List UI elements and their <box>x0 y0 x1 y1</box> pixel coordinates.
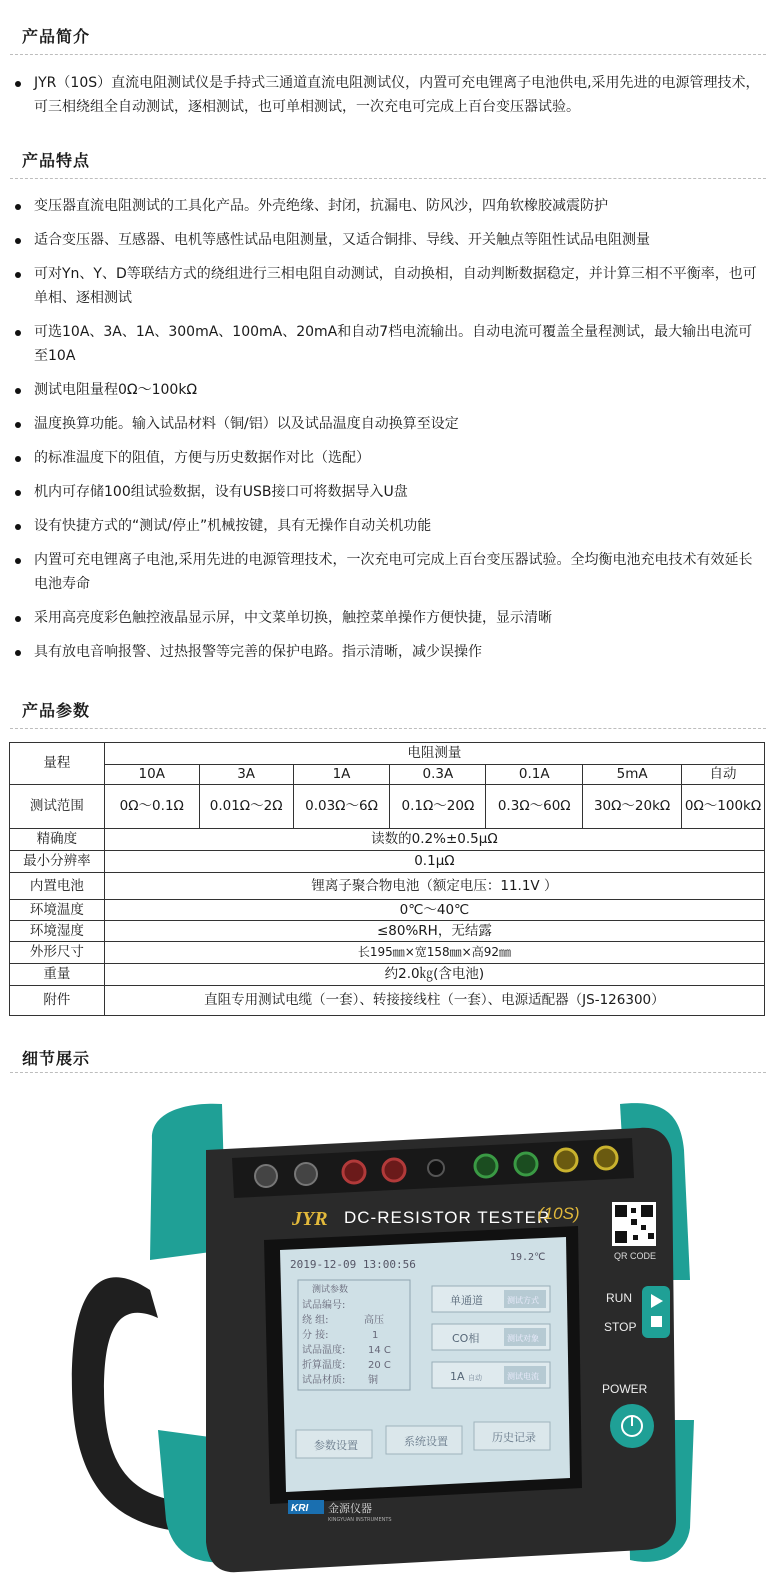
current-cell: 10A <box>104 765 199 785</box>
table-row <box>10 829 765 851</box>
field-value: 1 <box>372 1330 379 1341</box>
history-button-label: 历史记录 <box>492 1431 536 1444</box>
field-label: 试品编号: <box>302 1300 346 1311</box>
feature-item: 设有快捷方式的“测试/停止”机械按键，具有无操作自动关机功能 <box>0 514 776 538</box>
field-value: 14 C <box>368 1345 391 1356</box>
row-label-cell: 最小分辨率 <box>10 851 105 873</box>
test-range-cell: 0.01Ω～2Ω <box>199 785 293 829</box>
features-list <box>0 194 776 674</box>
strap <box>72 1277 172 1530</box>
row-value-cell: 读数的0.2%±0.5μΩ <box>104 829 764 851</box>
feature-item: 机内可存储100组试验数据，设有USB接口可将数据导入U盘 <box>0 480 776 504</box>
row-label-cell: 外形尺寸 <box>10 942 105 964</box>
stop-icon <box>651 1316 662 1327</box>
field-value: 铜 <box>368 1375 378 1386</box>
field-label: 试品温度: <box>302 1345 346 1356</box>
current-cell: 5mA <box>583 765 682 785</box>
params-table <box>9 742 765 1016</box>
intro-item: JYR（10S）直流电阻测试仪是手持式三通道直流电阻测试仪，内置可充电锂离子电池供电,采用先进的电源管理技术，可三相绕组全自动测试，逐相测试，也可单相测试，一次充电可完成上百台变压器试验。 <box>0 71 776 119</box>
test-range-cell: 0Ω～100kΩ <box>682 785 765 829</box>
field-value: 20 C <box>368 1360 391 1371</box>
range-label-cell: 量程 <box>10 743 105 785</box>
option-button-label: 测试方式 <box>507 1296 539 1305</box>
row-value-cell: 直阻专用测试电缆（一套）、转接接线柱（一套）、电源适配器（JS-126300） <box>104 986 764 1016</box>
option-value: 单通道 <box>450 1294 483 1307</box>
run-stop-button[interactable] <box>642 1286 670 1338</box>
table-row <box>10 785 765 829</box>
feature-item: 的标准温度下的阻值，方便与历史数据作对比（选配） <box>0 446 776 470</box>
option-value: CO相 <box>452 1332 480 1345</box>
qr-label: QR CODE <box>614 1251 657 1261</box>
feature-item: 测试电阻量程0Ω～100kΩ <box>0 378 776 402</box>
option-sub: 自动 <box>468 1374 482 1382</box>
row-value-cell: 锂离子聚合物电池（额定电压：11.1V ） <box>104 873 764 900</box>
current-cell: 0.1A <box>486 765 583 785</box>
test-range-cell: 0.1Ω～20Ω <box>390 785 486 829</box>
current-cell: 自动 <box>682 765 765 785</box>
table-row <box>10 964 765 986</box>
row-value-cell: 0℃～40℃ <box>104 900 764 921</box>
row-label-cell: 内置电池 <box>10 873 105 900</box>
details-title: 细节展示 <box>22 1049 91 1068</box>
model-label: DC-RESISTOR TESTER <box>344 1208 551 1227</box>
row-label-cell: 重量 <box>10 964 105 986</box>
table-row <box>10 986 765 1016</box>
table-row <box>10 900 765 921</box>
company-name-en: KINGYUAN INSTRUMENTS <box>328 1517 392 1523</box>
feature-item: 可对Yn、Y、D等联结方式的绕组进行三相电阻自动测试，自动换相，自动判断数据稳定，并计算三相不平衡率，也可单相、逐相测试 <box>0 262 776 310</box>
table-row <box>10 765 765 785</box>
row-value-cell: 约2.0㎏(含电池) <box>104 964 764 986</box>
row-value-cell: 长195㎜×宽158㎜×高92㎜ <box>104 942 764 964</box>
screen-temp: 19.2℃ <box>510 1252 546 1263</box>
table-row <box>10 743 765 765</box>
row-label-cell: 环境湿度 <box>10 921 105 942</box>
device-photo <box>0 1080 776 1588</box>
row-label-cell: 环境温度 <box>10 900 105 921</box>
stop-label: STOP <box>604 1320 637 1334</box>
field-label: 绕 组: <box>302 1315 329 1326</box>
company-logo-text: KRI <box>291 1503 309 1514</box>
screen-options <box>432 1286 550 1388</box>
field-label: 试品材质: <box>302 1375 346 1386</box>
table-row <box>10 921 765 942</box>
row-value-cell: 0.1μΩ <box>104 851 764 873</box>
run-label: RUN <box>606 1291 632 1305</box>
feature-item: 适合变压器、互感器、电机等感性试品电阻测量，又适合铜排、导线、开关触点等阻性试品电阻测量 <box>0 228 776 252</box>
feature-item: 采用高亮度彩色触控液晶显示屏，中文菜单切换，触控菜单操作方便快捷，显示清晰 <box>0 606 776 630</box>
test-range-cell: 0Ω～0.1Ω <box>104 785 199 829</box>
field-label: 分 接: <box>302 1330 329 1341</box>
feature-item: 内置可充电锂离子电池,采用先进的电源管理技术，一次充电可完成上百台变压器试验。全均衡电池充电技术有效延长电池寿命 <box>0 548 776 596</box>
brand-label: JYR <box>292 1208 328 1230</box>
test-range-cell: 0.03Ω～6Ω <box>293 785 390 829</box>
intro-title: 产品简介 <box>22 27 91 46</box>
feature-item: 变压器直流电阻测试的工具化产品。外壳绝缘、封闭，抗漏电、防风沙，四角软橡胶减震防护 <box>0 194 776 218</box>
current-cell: 0.3A <box>390 765 486 785</box>
system-button-label: 系统设置 <box>404 1435 448 1448</box>
field-value: 高压 <box>364 1315 384 1326</box>
option-button-label: 测试对象 <box>507 1334 539 1343</box>
panel-title: 测试参数 <box>312 1285 349 1295</box>
details-divider <box>10 1072 766 1073</box>
test-range-cell: 30Ω～20kΩ <box>583 785 682 829</box>
intro-divider <box>10 54 766 55</box>
feature-item: 温度换算功能。输入试品材料（铜/铝）以及试品温度自动换算至设定 <box>0 412 776 436</box>
company-name: 金源仪器 <box>328 1502 372 1515</box>
table-row <box>10 851 765 873</box>
row-value-cell: ≤80%RH，无结露 <box>104 921 764 942</box>
test-range-cell: 0.3Ω～60Ω <box>486 785 583 829</box>
power-label: POWER <box>602 1382 648 1396</box>
field-label: 折算温度: <box>302 1360 346 1371</box>
row-label-cell: 精确度 <box>10 829 105 851</box>
features-divider <box>10 178 766 179</box>
test-range-label-cell: 测试范围 <box>10 785 105 829</box>
row-label-cell: 附件 <box>10 986 105 1016</box>
feature-item: 可选10A、3A、1A、300mA、100mA、20mA和自动7档电流输出。自动电流可覆盖全量程测试，最大输出电流可至10A <box>0 320 776 368</box>
current-cell: 1A <box>293 765 390 785</box>
screen-datetime: 2019-12-09 13:00:56 <box>290 1258 416 1271</box>
intro-list <box>0 71 776 129</box>
group-header-cell: 电阻测量 <box>104 743 764 765</box>
model-code: (10S) <box>538 1204 580 1223</box>
table-row <box>10 942 765 964</box>
option-value: 1A <box>450 1370 465 1383</box>
params-divider <box>10 728 766 729</box>
table-row <box>10 873 765 900</box>
features-title: 产品特点 <box>22 151 91 170</box>
feature-item: 具有放电音响报警、过热报警等完善的保护电路。指示清晰，减少误操作 <box>0 640 776 664</box>
option-button-label: 测试电流 <box>507 1372 539 1381</box>
params-title: 产品参数 <box>22 701 91 720</box>
current-cell: 3A <box>199 765 293 785</box>
params-button-label: 参数设置 <box>314 1439 358 1452</box>
